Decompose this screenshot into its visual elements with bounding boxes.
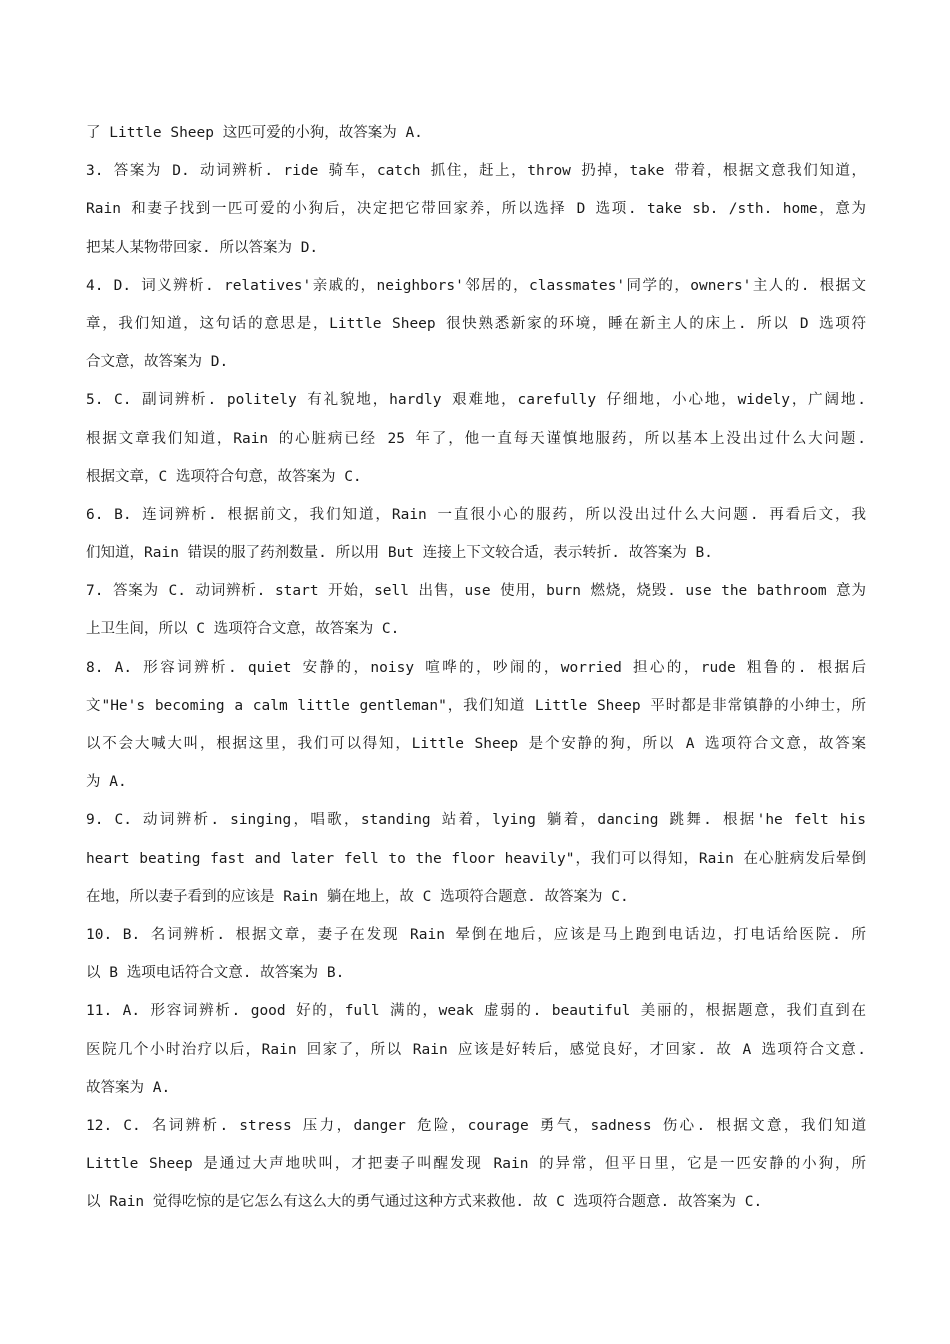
text-line: 在地，所以妻子看到的应该是 Rain 躺在地上，故 C 选项符合题意. 故答案为 C.	[86, 888, 629, 905]
text-line: 9. C. 动词辨析. singing，唱歌，standing 站着，lying 躺着，dancing 跳舞. 根据'he felt his	[86, 812, 866, 829]
text-line: 章，我们知道，这句话的意思是，Little Sheep 很快熟悉新家的环境，睡在新主人的床上. 所以 D 选项符	[86, 315, 866, 332]
text-line: 4. D. 词义辨析. relatives'亲戚的，neighbors'邻居的，classmates'同学的，owners'主人的. 根据文	[86, 277, 866, 294]
text-line: 以 B 选项电话符合文意. 故答案为 B.	[86, 965, 345, 982]
text-line: Little Sheep 是通过大声地吠叫，才把妻子叫醒发现 Rain 的异常，但平日里，它是一匹安静的小狗，所	[86, 1156, 866, 1173]
text-line: 10. B. 名词辨析. 根据文章，妻子在发现 Rain 晕倒在地后，应该是马上跑到电话边，打电话给医院. 所	[86, 926, 866, 943]
text-line: 根据文章我们知道，Rain 的心脏病已经 25 年了，他一直每天谨慎地服药，所以基本上没出过什么大问题.	[86, 430, 866, 447]
text-line: 们知道，Rain 错误的服了药剂数量. 所以用 But 连接上下文较合适，表示转折. 故答案为 B.	[86, 545, 713, 562]
text-line: 把某人某物带回家. 所以答案为 D.	[86, 239, 319, 256]
text-line: 7. 答案为 C. 动词辨析. start 开始，sell 出售，use 使用，burn 燃烧，烧毁. use the bathroom 意为	[86, 583, 866, 600]
answer-explanation-text	[86, 114, 866, 1221]
text-line: 6. B. 连词辨析. 根据前文，我们知道，Rain 一直很小心的服药，所以没出过什么大问题. 再看后文，我	[86, 506, 866, 523]
text-line: Rain 和妻子找到一匹可爱的小狗后，决定把它带回家养，所以选择 D 选项. take sb. /sth. home，意为	[86, 201, 866, 218]
text-line: 以 Rain 觉得吃惊的是它怎么有这么大的勇气通过这种方式来救他. 故 C 选项符合题意. 故答案为 C.	[86, 1194, 763, 1211]
text-line: 合文意，故答案为 D.	[86, 354, 229, 371]
text-line: 医院几个小时治疗以后，Rain 回家了，所以 Rain 应该是好转后，感觉良好，才回家. 故 A 选项符合文意.	[86, 1041, 866, 1058]
text-line: 5. C. 副词辨析. politely 有礼貌地，hardly 艰难地，carefully 仔细地，小心地，widely，广阔地.	[86, 392, 866, 409]
text-line: 根据文章，C 选项符合句意，故答案为 C.	[86, 468, 362, 485]
text-line: 8. A. 形容词辨析. quiet 安静的，noisy 喧哗的，吵闹的，worried 担心的，rude 粗鲁的. 根据后	[86, 659, 866, 676]
text-line: 了 Little Sheep 这匹可爱的小狗，故答案为 A.	[86, 125, 423, 141]
text-line: 为 A.	[86, 774, 127, 791]
text-line: 12. C. 名词辨析. stress 压力，danger 危险，courage 勇气，sadness 伤心. 根据文意，我们知道	[86, 1117, 866, 1134]
text-line: 11. A. 形容词辨析. good 好的，full 满的，weak 虚弱的. beautiful 美丽的，根据题意，我们直到在	[86, 1003, 866, 1020]
text-line: 3. 答案为 D. 动词辨析. ride 骑车，catch 抓住，赶上，throw 扔掉，take 带着，根据文意我们知道，	[86, 163, 866, 180]
text-line: 故答案为 A.	[86, 1079, 171, 1096]
text-line: 上卫生间，所以 C 选项符合文意，故答案为 C.	[86, 621, 400, 638]
text-line: heart beating fast and later fell to the floor heavily"，我们可以得知，Rain 在心脏病发后晕倒	[86, 850, 866, 867]
text-line: 文"He's becoming a calm little gentleman"，我们知道 Little Sheep 平时都是非常镇静的小绅士，所	[86, 697, 866, 714]
text-line: 以不会大喊大叫，根据这里，我们可以得知，Little Sheep 是个安静的狗，所以 A 选项符合文意，故答案	[86, 736, 866, 752]
